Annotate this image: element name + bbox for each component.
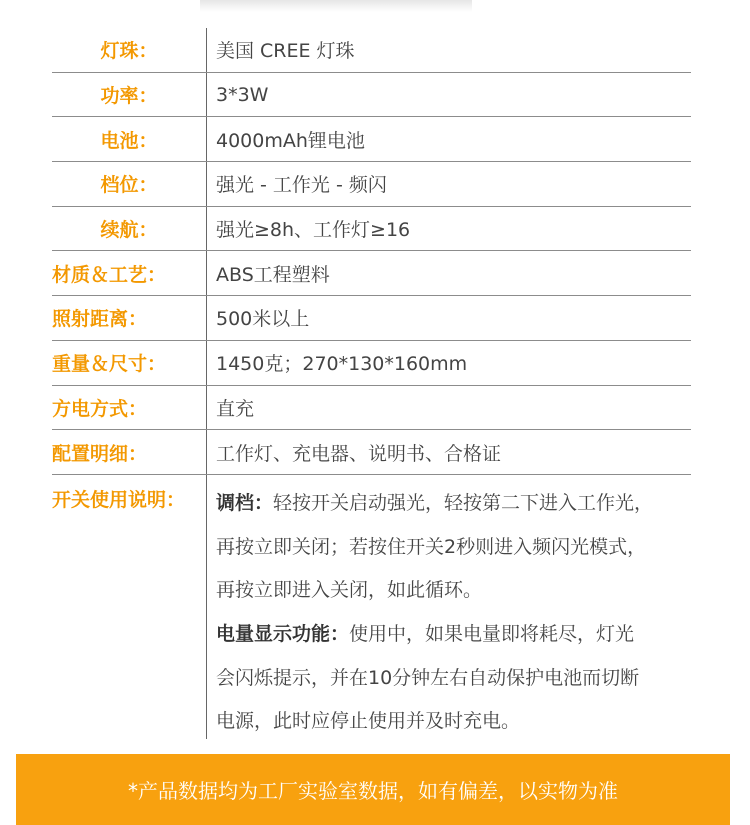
spec-row-package — [52, 430, 691, 475]
spec-value: 4000mAh锂电池 — [206, 117, 691, 161]
spec-value: 工作灯、充电器、说明书、合格证 — [206, 430, 691, 474]
instruction-line — [216, 613, 691, 657]
spec-row-runtime — [52, 207, 691, 252]
spec-row-power — [52, 73, 691, 118]
spec-value: 1450克；270*130*160mm — [206, 341, 691, 385]
spec-value: 美国 CREE 灯珠 — [206, 28, 691, 72]
spec-label: 配置明细： — [52, 442, 148, 465]
instruction-line: 会闪烁提示，并在10分钟左右自动保护电池而切断 — [216, 666, 640, 689]
spec-row-modes — [52, 162, 691, 207]
spec-label: 开关使用说明： — [52, 488, 186, 511]
instruction-line: 电源，此时应停止使用并及时充电。 — [216, 710, 521, 733]
spec-row-material — [52, 251, 691, 296]
spec-label: 重量＆尺寸： — [52, 353, 167, 376]
instructions-mode-paragraph — [216, 482, 691, 613]
spec-value: 强光≥8h、工作灯≥16 — [206, 207, 691, 251]
spec-label: 续航： — [100, 219, 158, 242]
disclaimer-banner — [16, 754, 730, 825]
spec-label: 电池： — [100, 129, 158, 152]
instructions-text — [206, 475, 691, 739]
spec-label: 照射距离： — [52, 308, 148, 331]
spec-label: 方电方式： — [52, 397, 148, 420]
spec-row-led — [52, 28, 691, 73]
spec-row-battery — [52, 117, 691, 162]
instruction-line — [216, 482, 691, 526]
spec-value: 3*3W — [206, 73, 691, 117]
spec-label: 材质＆工艺： — [52, 263, 167, 286]
top-fade-decoration — [200, 0, 472, 12]
spec-value: 500米以上 — [206, 296, 691, 340]
instruction-line: 再按立即进入关闭，如此循环。 — [216, 579, 483, 602]
spec-table — [52, 28, 691, 739]
instructions-battery-paragraph — [216, 613, 691, 744]
spec-label: 功率： — [100, 85, 158, 108]
instructions-mode-title: 调档： — [216, 491, 274, 514]
spec-value: 直充 — [206, 386, 691, 430]
spec-value: ABS工程塑料 — [206, 251, 691, 295]
spec-row-range — [52, 296, 691, 341]
spec-value: 强光 - 工作光 - 频闪 — [206, 162, 691, 206]
spec-label: 灯珠： — [100, 40, 158, 63]
disclaimer-text: *产品数据均为工厂实验室数据，如有偏差，以实物为准 — [128, 779, 618, 803]
spec-row-charging — [52, 386, 691, 431]
instruction-text: 轻按开关启动强光，轻按第二下进入工作光， — [273, 491, 654, 514]
spec-row-instructions — [52, 475, 691, 739]
spec-row-weight-size — [52, 341, 691, 386]
instructions-battery-title: 电量显示功能： — [216, 622, 350, 645]
instruction-text: 使用中，如果电量即将耗尽，灯光 — [349, 622, 635, 645]
instruction-line: 再按立即关闭；若按住开关2秒则进入频闪光模式， — [216, 535, 647, 558]
spec-label: 档位： — [100, 174, 158, 197]
